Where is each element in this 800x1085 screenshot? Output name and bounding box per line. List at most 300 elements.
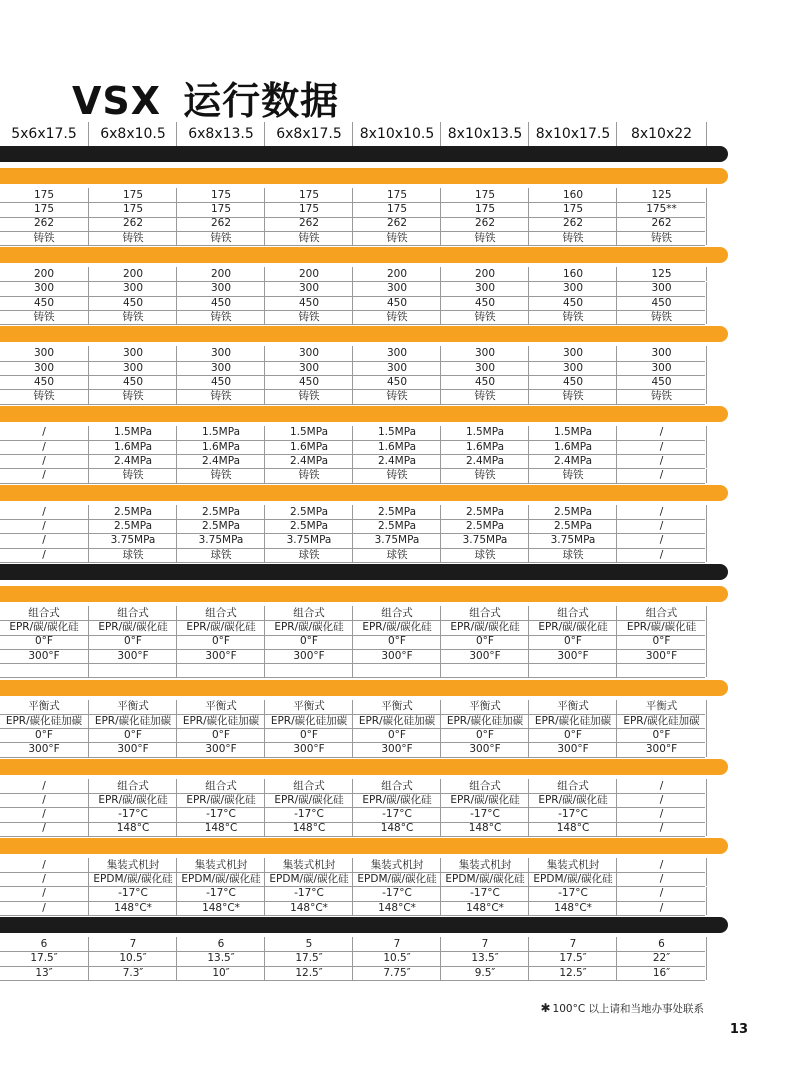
table-cell: 0°F: [35, 635, 53, 648]
table-cell: 铸铁: [616, 231, 707, 245]
table-cell: 450: [88, 296, 177, 310]
table-cell: 450: [33, 296, 55, 309]
table-cell: -17°C: [440, 807, 529, 821]
table-cell: 10.5″: [88, 951, 177, 965]
table-cell: 平衡式: [28, 700, 60, 713]
table-cell: 2.5MPa: [88, 519, 177, 533]
table-row: [0, 310, 705, 325]
table-cell: -17°C: [528, 887, 617, 901]
orange-section-band: [0, 326, 728, 342]
table-cell: 200: [176, 267, 265, 281]
table-cell: 300°F: [440, 742, 529, 756]
table-cell: 300°F: [352, 649, 441, 663]
table-cell: EPR/碳化硅加碳: [5, 714, 83, 727]
table-cell: 1.6MPa: [88, 440, 177, 454]
table-cell: /: [42, 808, 46, 821]
table-cell: 160: [528, 188, 617, 202]
table-cell: 7.75″: [352, 966, 441, 980]
table-cell: /: [42, 779, 46, 792]
table-cell: EPR/碳/碳化硅: [176, 620, 265, 634]
table-cell: 铸铁: [88, 231, 177, 245]
table-row: [0, 822, 705, 837]
table-cell: /: [616, 779, 707, 793]
table-cell: 6x8x13.5: [176, 122, 265, 146]
table-cell: 300: [616, 346, 707, 360]
table-cell: 1.5MPa: [176, 426, 265, 440]
table-cell: /: [42, 822, 46, 835]
table-cell: 17.5″: [30, 952, 58, 965]
table-cell: 0°F: [528, 635, 617, 649]
table-row: [0, 505, 705, 520]
table-cell: 组合式: [176, 779, 265, 793]
table-cell: /: [42, 455, 46, 468]
table-cell: /: [42, 469, 46, 482]
table-cell: 175: [264, 202, 353, 216]
table-row: [0, 887, 705, 902]
table-cell: 148°C: [264, 822, 353, 836]
table-cell: 1.5MPa: [352, 426, 441, 440]
table-cell: 0°F: [352, 635, 441, 649]
table-cell: 0°F: [264, 635, 353, 649]
table-cell: 2.5MPa: [264, 519, 353, 533]
table-cell: 0°F: [35, 728, 53, 741]
table-cell: 7.3″: [88, 966, 177, 980]
table-cell: -17°C: [176, 807, 265, 821]
table-cell: 5: [264, 937, 353, 951]
table-cell: 300: [352, 361, 441, 375]
table-row: [0, 937, 705, 952]
table-row: [0, 742, 705, 757]
table-cell: 2.4MPa: [176, 454, 265, 468]
table-cell: 6x8x10.5: [88, 122, 177, 146]
table-cell: 22″: [616, 951, 707, 965]
table-cell: EPR/碳/碳化硅: [264, 620, 353, 634]
table-cell: 262: [176, 217, 265, 231]
table-cell: EPR/碳化硅加碳: [264, 714, 353, 728]
table-cell: 2.5MPa: [528, 505, 617, 519]
table-cell: [0, 663, 88, 677]
table-cell: 铸铁: [352, 389, 441, 403]
table-cell: 125: [616, 267, 707, 281]
table-cell: 300°F: [616, 649, 707, 663]
table-cell: 铸铁: [33, 390, 55, 403]
table-cell: 300°F: [528, 649, 617, 663]
table-cell: -17°C: [352, 807, 441, 821]
table-cell: EPR/碳/碳化硅: [264, 793, 353, 807]
table-cell: EPDM/碳/碳化硅: [176, 872, 265, 886]
table-cell: /: [42, 793, 46, 806]
table-cell: 175: [88, 202, 177, 216]
table-cell: /: [42, 426, 46, 439]
table-cell: 铸铁: [352, 231, 441, 245]
table-cell: 1.5MPa: [440, 426, 529, 440]
table-cell: /: [42, 901, 46, 914]
table-cell: 300: [440, 361, 529, 375]
table-cell: 6x8x17.5: [264, 122, 353, 146]
table-cell: /: [42, 873, 46, 886]
table-cell: 铸铁: [528, 389, 617, 403]
table-cell: EPR/碳化硅加碳: [528, 714, 617, 728]
table-cell: 450: [176, 375, 265, 389]
table-cell: 铸铁: [176, 231, 265, 245]
table-cell: 450: [440, 375, 529, 389]
table-cell: 0°F: [88, 635, 177, 649]
table-cell: 13.5″: [176, 951, 265, 965]
table-cell: 300°F: [616, 742, 707, 756]
table-cell: 200: [33, 268, 55, 281]
table-cell: 300: [264, 346, 353, 360]
table-cell: 平衡式: [440, 700, 529, 714]
table-row: [0, 454, 705, 469]
table-cell: 5x6x17.5: [11, 126, 77, 142]
table-cell: 铸铁: [528, 469, 617, 483]
table-cell: EPDM/碳/碳化硅: [264, 872, 353, 886]
table-cell: /: [42, 440, 46, 453]
table-cell: 300: [440, 282, 529, 296]
table-cell: 16″: [616, 966, 707, 980]
table-cell: 450: [352, 375, 441, 389]
table-cell: 组合式: [352, 606, 441, 620]
table-row: [0, 389, 705, 404]
table-cell: 0°F: [176, 728, 265, 742]
table-cell: /: [616, 519, 707, 533]
table-cell: 组合式: [440, 779, 529, 793]
orange-section-band: [0, 406, 728, 422]
orange-section-band: [0, 247, 728, 263]
table-cell: 铸铁: [176, 310, 265, 324]
table-cell: 175: [440, 202, 529, 216]
table-cell: 7: [528, 937, 617, 951]
table-cell: 2.5MPa: [528, 519, 617, 533]
table-cell: 262: [264, 217, 353, 231]
table-cell: 262: [616, 217, 707, 231]
table-cell: 7: [88, 937, 177, 951]
table-cell: 13.5″: [440, 951, 529, 965]
table-cell: 组合式: [440, 606, 529, 620]
table-cell: 2.4MPa: [440, 454, 529, 468]
table-cell: 2.5MPa: [440, 505, 529, 519]
table-cell: 450: [352, 296, 441, 310]
table-cell: -17°C: [440, 887, 529, 901]
table-row: [0, 872, 705, 887]
table-cell: 450: [616, 296, 707, 310]
footnote: [540, 1001, 704, 1016]
table-cell: EPR/碳/碳化硅: [352, 793, 441, 807]
table-cell: 300°F: [176, 742, 265, 756]
table-cell: 铸铁: [176, 389, 265, 403]
asterisk-icon: ✱: [540, 1001, 551, 1015]
table-cell: 300: [176, 346, 265, 360]
table-cell: EPR/碳化硅加碳: [352, 714, 441, 728]
table-cell: -17°C: [264, 807, 353, 821]
table-cell: 平衡式: [264, 700, 353, 714]
table-cell: 铸铁: [616, 389, 707, 403]
table-row: [0, 700, 705, 715]
table-cell: 12.5″: [528, 966, 617, 980]
table-row: [0, 901, 705, 916]
table-row: [0, 519, 705, 534]
table-cell: 148°C: [176, 822, 265, 836]
table-cell: 0°F: [440, 728, 529, 742]
page-number: 13: [729, 1022, 748, 1037]
table-cell: 0°F: [88, 728, 177, 742]
table-cell: 1.6MPa: [176, 440, 265, 454]
table-cell: 2.4MPa: [88, 454, 177, 468]
table-cell: 300: [352, 282, 441, 296]
table-cell: /: [616, 858, 707, 872]
table-cell: 铸铁: [440, 389, 529, 403]
table-cell: 1.5MPa: [528, 426, 617, 440]
table-cell: EPR/碳/碳化硅: [88, 620, 177, 634]
table-row: [0, 951, 705, 966]
table-cell: 集装式机封: [352, 858, 441, 872]
black-section-band: [0, 917, 728, 933]
table-cell: 球铁: [528, 548, 617, 562]
table-cell: 平衡式: [176, 700, 265, 714]
table-cell: 160: [528, 267, 617, 281]
table-cell: 1.6MPa: [440, 440, 529, 454]
table-cell: 450: [440, 296, 529, 310]
table-cell: 175: [176, 202, 265, 216]
table-cell: /: [616, 505, 707, 519]
table-cell: /: [616, 469, 707, 483]
table-cell: /: [616, 533, 707, 547]
table-cell: 集装式机封: [264, 858, 353, 872]
table-row: [0, 533, 705, 548]
table-cell: 组合式: [528, 779, 617, 793]
table-cell: 175: [176, 188, 265, 202]
table-cell: [528, 663, 617, 677]
table-row: [0, 649, 705, 664]
table-cell: 300°F: [264, 742, 353, 756]
table-cell: /: [616, 548, 707, 562]
table-cell: 262: [528, 217, 617, 231]
table-cell: 组合式: [88, 779, 177, 793]
table-cell: /: [616, 454, 707, 468]
table-cell: 200: [88, 267, 177, 281]
table-cell: /: [616, 887, 707, 901]
table-cell: 铸铁: [88, 389, 177, 403]
table-cell: 300°F: [88, 742, 177, 756]
table-cell: 148°C: [528, 822, 617, 836]
table-cell: EPR/碳/碳化硅: [616, 620, 707, 634]
table-cell: 0°F: [440, 635, 529, 649]
table-cell: EPR/碳化硅加碳: [440, 714, 529, 728]
table-cell: EPR/碳/碳化硅: [440, 620, 529, 634]
table-row: [0, 635, 705, 650]
table-row: [0, 202, 705, 217]
table-cell: 300: [33, 282, 55, 295]
table-row: [0, 375, 705, 390]
table-cell: 300: [88, 361, 177, 375]
table-cell: EPR/碳化硅加碳: [176, 714, 265, 728]
table-cell: 平衡式: [528, 700, 617, 714]
table-cell: 175: [352, 202, 441, 216]
table-cell: 铸铁: [440, 310, 529, 324]
table-cell: 300°F: [176, 649, 265, 663]
table-cell: 300°F: [88, 649, 177, 663]
table-cell: 1.6MPa: [528, 440, 617, 454]
table-cell: /: [616, 426, 707, 440]
table-cell: 450: [88, 375, 177, 389]
table-cell: 0°F: [352, 728, 441, 742]
table-cell: EPDM/碳/碳化硅: [528, 872, 617, 886]
table-cell: -17°C: [88, 887, 177, 901]
table-row: [0, 779, 705, 794]
table-cell: 148°C*: [176, 901, 265, 915]
black-section-band: [0, 146, 728, 162]
table-cell: 3.75MPa: [352, 533, 441, 547]
table-cell: 450: [176, 296, 265, 310]
table-cell: 2.5MPa: [264, 505, 353, 519]
table-cell: 铸铁: [440, 469, 529, 483]
table-cell: /: [616, 872, 707, 886]
table-cell: EPDM/碳/碳化硅: [88, 872, 177, 886]
table-cell: 175: [352, 188, 441, 202]
table-cell: 148°C*: [528, 901, 617, 915]
table-cell: 2.4MPa: [352, 454, 441, 468]
table-cell: EPR/碳化硅加碳: [88, 714, 177, 728]
table-cell: 6: [176, 937, 265, 951]
table-cell: 17.5″: [264, 951, 353, 965]
table-cell: -17°C: [264, 887, 353, 901]
table-cell: 2.5MPa: [440, 519, 529, 533]
table-cell: 球铁: [352, 548, 441, 562]
table-cell: 148°C*: [88, 901, 177, 915]
table-cell: [264, 663, 353, 677]
table-cell: [176, 663, 265, 677]
table-row: [0, 440, 705, 455]
table-cell: 集装式机封: [88, 858, 177, 872]
table-cell: 组合式: [264, 779, 353, 793]
table-cell: -17°C: [352, 887, 441, 901]
table-cell: 148°C: [88, 822, 177, 836]
table-cell: 集装式机封: [528, 858, 617, 872]
table-cell: 集装式机封: [440, 858, 529, 872]
table-cell: [88, 663, 177, 677]
table-cell: 组合式: [176, 606, 265, 620]
table-row: [0, 361, 705, 376]
table-cell: 300: [264, 282, 353, 296]
table-cell: 铸铁: [528, 310, 617, 324]
table-row: [0, 267, 705, 282]
table-cell: 300: [440, 346, 529, 360]
table-cell: 3.75MPa: [176, 533, 265, 547]
table-row: [0, 663, 705, 678]
table-cell: 组合式: [264, 606, 353, 620]
table-cell: 平衡式: [88, 700, 177, 714]
table-cell: 148°C*: [352, 901, 441, 915]
table-cell: 2.5MPa: [176, 519, 265, 533]
table-cell: 300: [352, 346, 441, 360]
table-cell: 铸铁: [88, 469, 177, 483]
table-row: [0, 188, 705, 203]
orange-section-band: [0, 759, 728, 775]
table-cell: 175**: [616, 202, 707, 216]
table-row: [0, 296, 705, 311]
table-cell: 175: [528, 202, 617, 216]
orange-section-band: [0, 586, 728, 602]
table-cell: 17.5″: [528, 951, 617, 965]
table-cell: 6: [616, 937, 707, 951]
table-cell: /: [616, 793, 707, 807]
table-cell: 200: [264, 267, 353, 281]
table-cell: 铸铁: [264, 310, 353, 324]
table-cell: /: [616, 807, 707, 821]
table-row: [0, 282, 705, 297]
table-cell: EPR/碳/碳化硅: [528, 620, 617, 634]
table-cell: EPDM/碳/碳化硅: [352, 872, 441, 886]
table-cell: EPR/碳化硅加碳: [616, 714, 707, 728]
table-cell: 300°F: [528, 742, 617, 756]
table-cell: 3.75MPa: [440, 533, 529, 547]
table-cell: 铸铁: [352, 469, 441, 483]
table-row: [0, 966, 705, 981]
table-cell: 铸铁: [352, 310, 441, 324]
table-cell: 300: [33, 347, 55, 360]
table-cell: /: [42, 519, 46, 532]
table-cell: 300°F: [440, 649, 529, 663]
table-cell: 200: [440, 267, 529, 281]
table-cell: 9.5″: [440, 966, 529, 980]
table-cell: 450: [264, 296, 353, 310]
table-cell: 200: [352, 267, 441, 281]
table-cell: 12.5″: [264, 966, 353, 980]
table-cell: 300: [176, 361, 265, 375]
table-cell: 148°C*: [264, 901, 353, 915]
table-cell: 8x10x13.5: [440, 122, 529, 146]
table-cell: 300: [616, 361, 707, 375]
table-row: [0, 231, 705, 246]
table-cell: 铸铁: [264, 389, 353, 403]
table-row: [0, 426, 705, 441]
table-cell: 组合式: [28, 606, 60, 619]
table-cell: 300°F: [28, 743, 60, 756]
table-cell: [352, 663, 441, 677]
table-cell: 175: [440, 188, 529, 202]
table-cell: EPDM/碳/碳化硅: [440, 872, 529, 886]
table-cell: 262: [352, 217, 441, 231]
table-row: [0, 469, 705, 484]
page-title: [72, 70, 339, 125]
table-cell: 铸铁: [264, 231, 353, 245]
table-cell: 1.5MPa: [88, 426, 177, 440]
table-cell: 450: [264, 375, 353, 389]
orange-section-band: [0, 838, 728, 854]
table-cell: 1.6MPa: [352, 440, 441, 454]
table-cell: 铸铁: [176, 469, 265, 483]
table-row: [0, 217, 705, 232]
title-suffix: 运行数据: [183, 79, 340, 123]
table-cell: EPR/碳/碳化硅: [440, 793, 529, 807]
table-cell: 8x10x17.5: [528, 122, 617, 146]
table-cell: 1.5MPa: [264, 426, 353, 440]
table-cell: 2.5MPa: [176, 505, 265, 519]
table-row: [0, 620, 705, 635]
table-cell: 铸铁: [528, 231, 617, 245]
table-cell: 125: [616, 188, 707, 202]
table-cell: 450: [616, 375, 707, 389]
table-cell: 300: [264, 361, 353, 375]
table-cell: /: [616, 822, 707, 836]
table-cell: 集装式机封: [176, 858, 265, 872]
table-cell: 2.5MPa: [352, 519, 441, 533]
table-cell: 13″: [35, 966, 53, 979]
table-cell: 球铁: [176, 548, 265, 562]
table-cell: 262: [33, 217, 55, 230]
table-cell: 0°F: [616, 635, 707, 649]
table-cell: 175: [33, 188, 55, 201]
